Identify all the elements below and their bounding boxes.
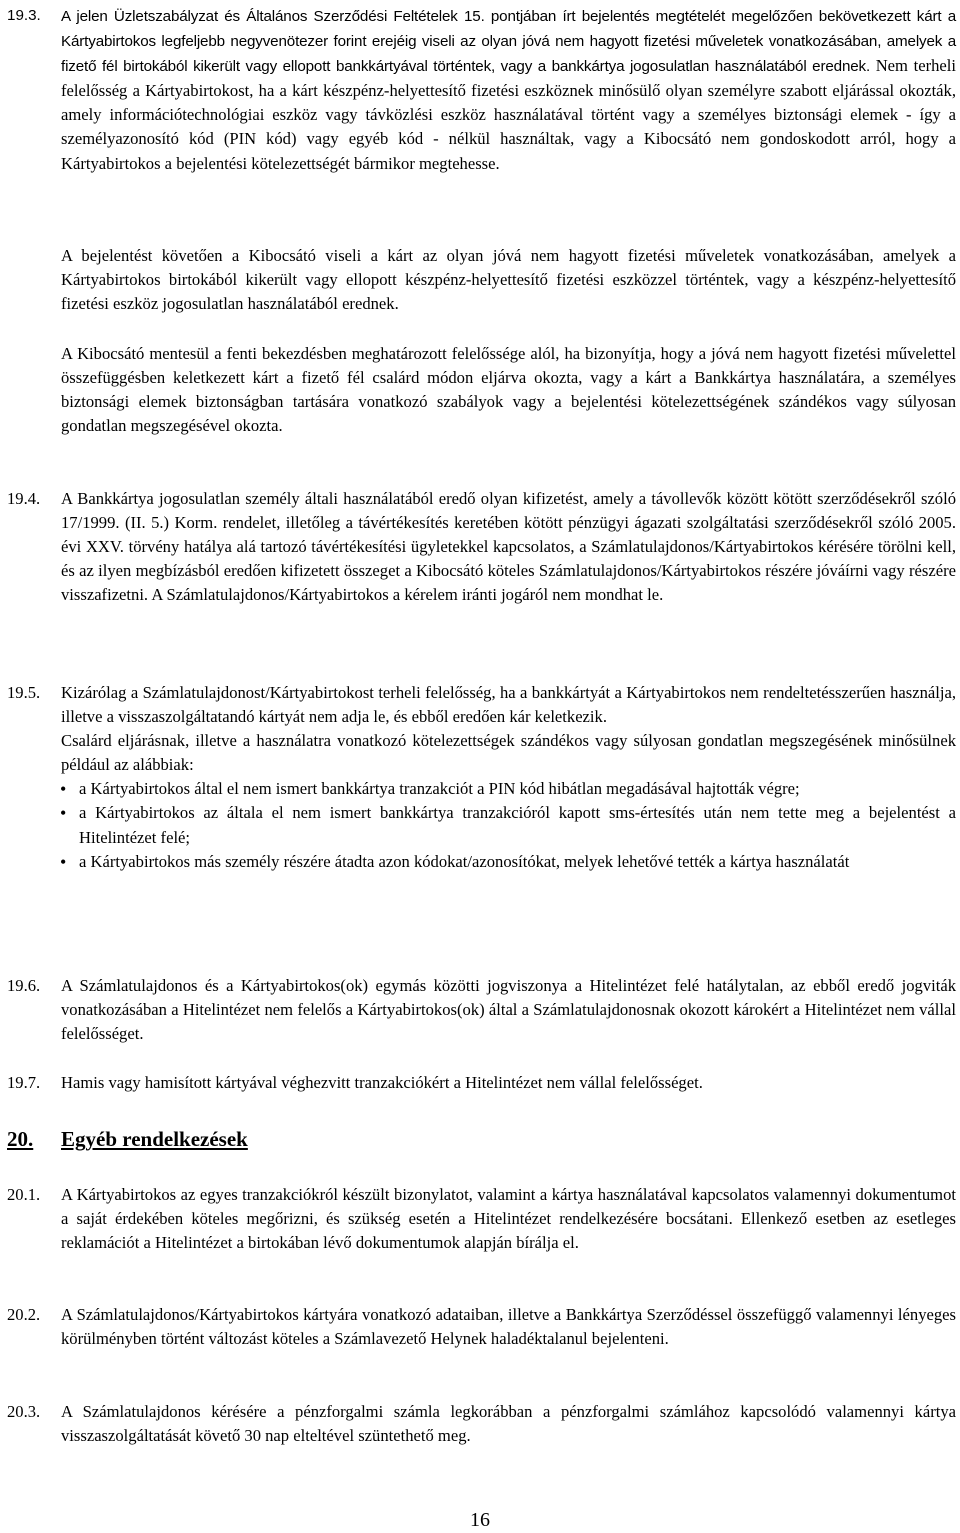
heading-title: Egyéb rendelkezések bbox=[61, 1127, 248, 1151]
section-number: 20.3. bbox=[7, 1402, 41, 1421]
paragraph: A Kártyabirtokos az egyes tranzakciókról készült bizonylatot, valamint a kártya használatával kapcsolatos valamennyi dokumentumot a saját érdekében köteles megőrizni, és szükség esetén a Hitelintézet rendelkezésére bocsátani. Ellenkező esetben az esetleges reklamációt a Hitelintézet a birtokában lévő dokumentumok alapján bírálja el. bbox=[61, 1185, 956, 1253]
paragraph: A Bankkártya jogosulatlan személy általi használatából eredő olyan kifizetést, amely a távollevők között kötött szerződésekről szóló 17/1999. (II. 5.) Korm. rendelet, illetőleg a távértékesítés keretében kötött pénzügyi ágazati szolgáltatási szerződésekről szóló 2005. évi XXV. törvény hatálya alá tartozó távértékesítési ügyletekkel kapcsolatos, a Számlatulajdonos/Kártyabirtokos kérésére törölni kell, és az ilyen megbízásból eredően kifizetett összeget a Kibocsátó köteles Számlatulajdonos/Kártyabirtokos részére jóváírni vagy részére visszafizetni. A Számlatulajdonos/Kártyabirtokos a kérelem iránti jogáról nem mondhat le. bbox=[61, 489, 956, 605]
paragraph: Kizárólag a Számlatulajdonost/Kártyabirtokost terheli felelősség, ha a bankkártyát a Kártyabirtokos nem rendeltetésszerűen használja, illetve a visszaszolgáltatandó kártyát nem adja le, és ebből eredően kár keletkezik. bbox=[61, 683, 956, 727]
section-text bbox=[61, 4, 956, 176]
paragraph: A bejelentést követően a Kibocsátó viseli a kárt az olyan jóvá nem hagyott fizetési műveletek vonatkozásában, amelyek a Kártyabirtokos birtokából kikerült vagy ellopott készpénz-helyettesítő fizetési eszközzel történtek, vagy a készpénz-helyettesítő fizetési eszköz jogosulatlan használatából erednek. bbox=[61, 246, 956, 314]
section-number: 20.2. bbox=[7, 1305, 41, 1324]
paragraph: A Kibocsátó mentesül a fenti bekezdésben meghatározott felelőssége alól, ha bizonyítja, hogy a jóvá nem hagyott fizetési művelettel összefüggésben keletkezett kárt a fizető fél csalárd módon eljárva okozta, vagy a kárt a Bankkártya használatára, a személyes biztonsági elemek biztonságban tartására vonatkozó szabályok vagy a bejelentési kötelezettségének szándékos vagy súlyosan gondatlan megszegésével okozta. bbox=[61, 344, 956, 436]
heading-number: 20. bbox=[7, 1127, 34, 1151]
paragraph-sans-part: A jelen Üzletszabályzat és Általános Szerződési Feltételek 15. pontjában írt bejelentés megtételét megelőzően bekövetkezett kárt a Kártyabirtokos legfeljebb negyvenötezer forint erejéig viseli az olyan jóvá nem hagyott fizetési műveletek vonatkozásában, amelyek a fizető fél birtokából kikerült vagy ellopott bankkártyával történtek, vagy a bankkártya jogosulatlan használatából erednek. bbox=[61, 8, 956, 76]
list-item: • a Kártyabirtokos által el nem ismert bankkártya tranzakciót a PIN kód hibátlan megadásával hajtották végre; bbox=[61, 777, 956, 801]
paragraph bbox=[61, 4, 956, 176]
list-item: • a Kártyabirtokos az általa el nem ismert bankkártya tranzakcióról kapott sms-értesítés után nem tette meg a bejelentést a Hitelintézet felé; bbox=[61, 801, 956, 849]
section-number: 19.7. bbox=[7, 1073, 41, 1092]
paragraph: A Számlatulajdonos kérésére a pénzforgalmi számla legkorábban a pénzforgalmi számlához kapcsolódó valamennyi kártya visszaszolgáltatását követő 30 nap elteltével szüntethető meg. bbox=[61, 1402, 956, 1446]
paragraph: A Számlatulajdonos/Kártyabirtokos kártyára vonatkozó adataiban, illetve a Bankkártya Szerződéssel összefüggő valamennyi lényeges körülményben történt változást köteles a Számlavezető Helynek haladéktalanul bejelenteni. bbox=[61, 1305, 956, 1349]
paragraph-serif-part: Nem terheli felelősség a Kártyabirtokost, ha a kárt készpénz-helyettesítő fizetési eszköznek minősülő olyan személyre szabott eljárással okozták, amely információtechnológiai eszköz vagy távközlési eszköz használatával történt vagy a személyes biztonsági elemek - így a személyazonosító kód (PIN kód) vagy egyéb kód - nélkül használtak, vagy a Kibocsátó nem gondoskodott arról, hogy a Kártyabirtokos a bejelentési kötelezettségét bármikor megtehesse. bbox=[61, 56, 956, 173]
bullet-list bbox=[61, 777, 956, 873]
section-number: 19.3. bbox=[7, 7, 41, 24]
heading-section-20 bbox=[0, 1126, 960, 1154]
paragraph: Hamis vagy hamisított kártyával véghezvitt tranzakciókért a Hitelintézet nem vállal felelősséget. bbox=[61, 1073, 703, 1092]
paragraph: Csalárd eljárásnak, illetve a használatra vonatkozó kötelezettségek szándékos vagy súlyosan gondatlan megszegésének minősülnek például az alábbiak: bbox=[61, 731, 956, 775]
paragraph: A Számlatulajdonos és a Kártyabirtokos(ok) egymás közötti jogviszonya a Hitelintézet felé hatálytalan, az ebből eredő jogviták vonatkozásában a Hitelintézet nem felelős a Kártyabirtokos(ok) által a Számlatulajdonosnak okozott károkért a Hitelintézet nem vállal felelősséget. bbox=[61, 976, 956, 1044]
section-number: 19.6. bbox=[7, 976, 41, 995]
list-item: • a Kártyabirtokos más személy részére átadta azon kódokat/azonosítókat, melyek lehetővé tették a kártya használatát bbox=[61, 850, 956, 874]
section-number: 20.1. bbox=[7, 1185, 41, 1204]
page-number: 16 bbox=[470, 1509, 490, 1531]
section-number: 19.4. bbox=[7, 489, 41, 508]
section-number: 19.5. bbox=[7, 683, 41, 702]
